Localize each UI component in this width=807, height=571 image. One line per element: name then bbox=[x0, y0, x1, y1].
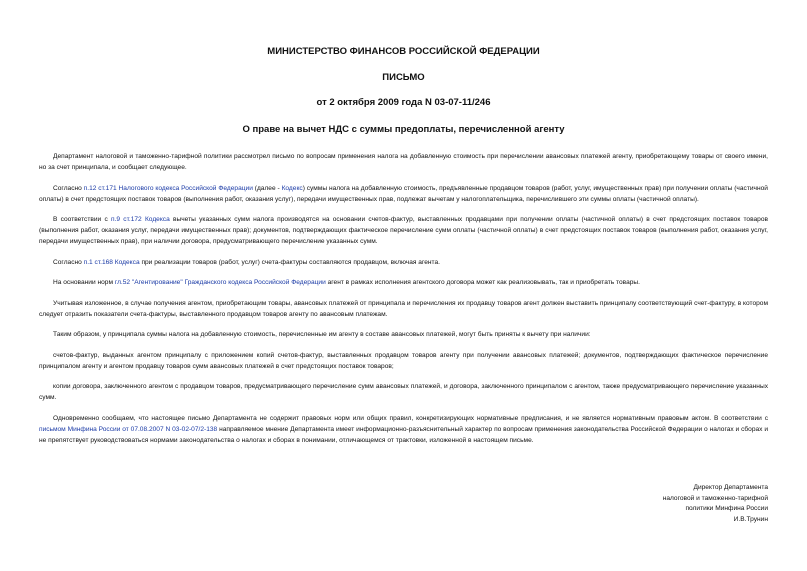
link-minfin-letter[interactable]: письмом Минфина России от 07.08.2007 N 03-02-07/2-138 bbox=[39, 425, 218, 433]
paragraph-8: счетов-фактур, выданных агентом принципалу с приложением копий счетов-фактур, выставленных продавцом товаров агенту при получении авансовых платежей; документов, подтверждающих фактическое перечисление принципалом агенту и агентом продавцу товаров сумм авансовых платежей в счет предстоящих поставок товаров; bbox=[39, 351, 768, 370]
signature-department: налоговой и таможенно-тарифной bbox=[662, 494, 768, 502]
doc-type-heading: ПИСЬМО bbox=[382, 72, 425, 83]
signature-ministry: политики Минфина России bbox=[685, 505, 768, 512]
paragraph-text: (далее - bbox=[252, 184, 282, 192]
paragraph-1: Департамент налоговой и таможенно-тарифной политики рассмотрел письмо по вопросам применения налога на добавленную стоимость при перечислении авансовых платежей агенту, приобретающему товары от своего имени, но за счет принципала, и сообщает следующее. bbox=[39, 153, 768, 171]
paragraph-6: Учитывая изложенное, в случае получения агентом, приобретающим товары, авансовых платежей от принципала и перечисления их продавцу товаров агент должен выставить принципалу соответствующий счет-фактуру, в котором следует отразить показатели счета-фактуры, выставленного продавцом товаров агенту по авансовым платежам. bbox=[39, 299, 768, 318]
date-number-heading: от 2 октября 2009 года N 03-07-11/246 bbox=[316, 97, 491, 108]
paragraph-text: Согласно bbox=[53, 258, 84, 266]
paragraph-7: Таким образом, у принципала суммы налога на добавленную стоимость, перечисленные им агенту в составе авансовых платежей, могут быть приняты к вычету при наличии: bbox=[53, 331, 591, 338]
paragraph-3 bbox=[39, 214, 768, 247]
paragraph-text: Согласно bbox=[53, 184, 84, 192]
paragraph-5 bbox=[39, 277, 768, 288]
signature-block bbox=[568, 483, 768, 525]
link-nk-art171[interactable]: п.12 ст.171 bbox=[83, 184, 117, 192]
paragraph-text: ) суммы налога на добавленную стоимость, предъявленные продавцом товаров (работ, услуг, имущественных прав) при получении оплаты (частичной оплаты) в счет предстоящих поставок товаров (выполнения работ, оказания услуг), передачи имущественных прав, подлежат вычетам у налогоплательщика, перечислившего эти суммы оплаты (частичной оплаты). bbox=[39, 184, 768, 203]
paragraph-text: направляемое мнение Департамента имеет информационно-разъяснительный характер по вопросам применения законодательства Российской Федерации о налогах и сборах и не препятствует руководствоваться нормами законодательства о налогах и сборах в понимании, отличающемся от трактовки, изложенной в настоящем письме. bbox=[39, 425, 769, 444]
paragraph-9: копии договора, заключенного агентом с продавцом товаров, предусматривающего перечисление сумм авансовых платежей, и договора, заключенного принципалом с агентом, также предусматривающего перечисление указанных сумм. bbox=[39, 383, 768, 401]
signature-name: И.В.Трунин bbox=[733, 515, 768, 523]
ministry-heading: МИНИСТЕРСТВО ФИНАНСОВ РОССИЙСКОЙ ФЕДЕРАЦИИ bbox=[267, 46, 540, 57]
link-tax-code[interactable]: Налогового кодекса Российской Федерации bbox=[118, 184, 253, 192]
signature-position: Директор Департамента bbox=[693, 484, 768, 491]
paragraph-2 bbox=[39, 183, 768, 205]
link-civil-code-ch52[interactable]: гл.52 "Агентирование" Гражданского кодекса Российской Федерации bbox=[114, 279, 326, 286]
paragraph-text: при реализации товаров (работ, услуг) счета-фактуры составляются продавцом, включая агента. bbox=[139, 258, 440, 266]
paragraph-text: На основании норм bbox=[53, 279, 115, 286]
link-code[interactable]: Кодекс bbox=[281, 184, 303, 192]
paragraph-text: агент в рамках исполнения агентского договора может как реализовывать, так и приобретать товары. bbox=[325, 279, 640, 286]
paragraph-text: Одновременно сообщаем, что настоящее письмо Департамента не содержит правовых норм или общих правил, конкретизирующих нормативные предписания, и не является нормативным правовым актом. В соответствии с bbox=[53, 414, 768, 422]
letter-body bbox=[39, 151, 768, 455]
link-art172[interactable]: п.9 ст.172 Кодекса bbox=[111, 216, 170, 223]
paragraph-4 bbox=[39, 257, 768, 268]
document-title: О праве на вычет НДС с суммы предоплаты, перечисленной агенту bbox=[242, 124, 565, 135]
paragraph-text: В соответствии с bbox=[53, 216, 111, 223]
paragraph-text: вычеты указанных сумм налога производятся на основании счетов-фактур, выставленных продавцами при получении оплаты (частичной оплаты) в счет предстоящих поставок товаров (выполнения работ, оказания услуг, передачи имущественных прав); документов, подтверждающих фактическое перечисление сумм оплаты (частичной оплаты) в счет предстоящих поставок товаров (выполнения работ, оказания услуг, передачи имущественных прав), при наличии договора, предусматривающего перечисление указанных сумм. bbox=[39, 216, 768, 245]
link-art168[interactable]: п.1 ст.168 Кодекса bbox=[83, 258, 140, 266]
paragraph-10 bbox=[39, 413, 768, 446]
